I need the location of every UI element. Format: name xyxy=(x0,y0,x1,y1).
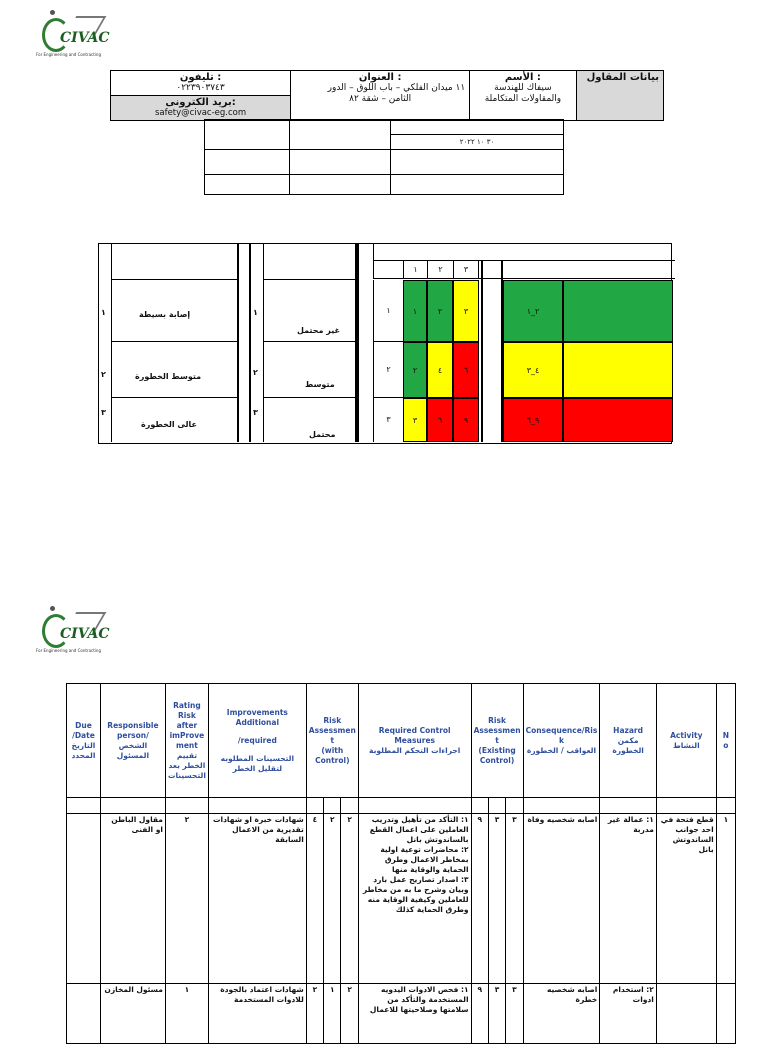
legend-color xyxy=(563,280,673,342)
matrix-cell: ٣ xyxy=(403,398,427,442)
header-activity: Activity النشاط xyxy=(656,684,716,798)
contractor-info-table xyxy=(110,70,664,121)
email-cell: بريد الكترونى: safety@civac-eg.com xyxy=(111,96,291,121)
header-consequence: Consequence/Ris k العواقب / الخطورة xyxy=(523,684,600,798)
severity-label-medium: متوسط الخطورة xyxy=(135,372,202,381)
matrix-grid-block: ١ ٢ ٣ ١ ١ ٢ ٣ ٢_١ ٢ ٢ ٤ ٦ ٤_٣ ٣ ٣ ٦ ٩ ٩_٦ xyxy=(357,244,673,442)
matrix-cell: ٦ xyxy=(427,398,453,442)
name-cell: الأسم : سيفاك للهندسة والمقاولات المتكاملة xyxy=(470,71,576,121)
header-improvements: Improvements Additional /required التحسينات المطلوبه لتقليل الخطر xyxy=(208,684,306,798)
table-row: مسئول المخازن ١ شهادات اعتماد بالجودة للادوات المستخدمة ٢ ١ ٢ ١: فحص الادوات اليدويه المستخدمة والتأكد من سلامتها وصلاحيتها للاعمال ٩ ٣ ٣ اصابه شخصيه خطرة ٢: استخدام ادوات xyxy=(67,984,736,1044)
risk-matrix xyxy=(98,243,672,444)
likelihood-rows: ١ غير محتمل ٢ متوسط ٣ محتمل xyxy=(251,280,357,442)
risk-assessment-table xyxy=(66,683,736,1044)
matrix-cell: ٦ xyxy=(453,342,479,398)
matrix-cell: ١ xyxy=(403,280,427,342)
likelihood-label-medium: متوسط xyxy=(305,380,335,389)
table-row: مقاول الباطن او الفنى ٢ شهادات خبرة او شهادات تقديرية من الاعمال السابقة ٤ ٢ ٢ ١: التأكد من تأهيل وتدريب العاملين على اعمال القطع بالساندوتش بانل ٢: محاضرات توعية اولية بمخاطر الاعمال وطرق الحماية والوقاية منها ٣: اصدار تصاريح عمل بارد وبيان وشرح ما به من مخاطر للعاملين وكيفية الوقاية منه وطرق الحماية كذلك ٩ ٣ ٣ اصابه شخصيه وفاة ١: عمالة غير مدربة قطع فتحة في احد جوانب الساندوتش بانل ١ xyxy=(67,814,736,984)
phone-cell: تليفون : ٠٢٢٣٩٠٣٧٤٣ xyxy=(111,71,291,96)
date-table xyxy=(204,119,564,195)
severity-rows: ١ إصابة بسيطة ٢ متوسط الخطورة ٣ عالى الخطورة xyxy=(99,280,239,442)
company-logo: CIVAC For Engineering and Contracting xyxy=(36,604,102,658)
company-logo: CIVAC For Engineering and Contracting xyxy=(36,8,102,62)
legend-color xyxy=(563,342,673,398)
header-due: Due /Date التاريخ المحدد xyxy=(67,684,101,798)
range-cell: ٤_٣ xyxy=(503,342,563,398)
matrix-cell: ٤ xyxy=(427,342,453,398)
header-risk-with-control: Risk Assessmen t (with Control) xyxy=(306,684,358,798)
matrix-cell: ٢ xyxy=(427,280,453,342)
likelihood-label-unlikely: غير محتمل xyxy=(297,326,340,335)
date-value: ٣٠ ١٠ ٢٠٢٢ xyxy=(391,135,564,150)
header-rating-after: Rating Risk after imProve ment تقييم الخطر بعد التحسينات xyxy=(165,684,208,798)
address-cell: العنوان : ١١ ميدان الفلكي – باب اللوق – الدور الثامن – شقة ٨٢ xyxy=(291,71,470,121)
matrix-cell: ٣ xyxy=(453,280,479,342)
matrix-cell: ٢ xyxy=(403,342,427,398)
legend-color xyxy=(563,398,673,442)
range-cell: ٢_١ xyxy=(503,280,563,342)
severity-label-minor: إصابة بسيطة xyxy=(139,310,191,319)
header-hazard: Hazard مكمن الخطورة xyxy=(600,684,657,798)
header-risk-existing: Risk Assessmen t (Existing Control) xyxy=(471,684,523,798)
range-cell: ٩_٦ xyxy=(503,398,563,442)
likelihood-label-likely: محتمل xyxy=(309,430,336,439)
header-required-measures: Required Control Measures اجراءات التحكم المطلوبة xyxy=(358,684,471,798)
matrix-cell: ٩ xyxy=(453,398,479,442)
severity-label-high: عالى الخطورة xyxy=(141,420,197,429)
header-responsible: Responsible person/ الشخص المسئول xyxy=(100,684,165,798)
header-no: N o xyxy=(716,684,735,798)
contractor-section-label: بيانات المقاول xyxy=(576,71,663,121)
